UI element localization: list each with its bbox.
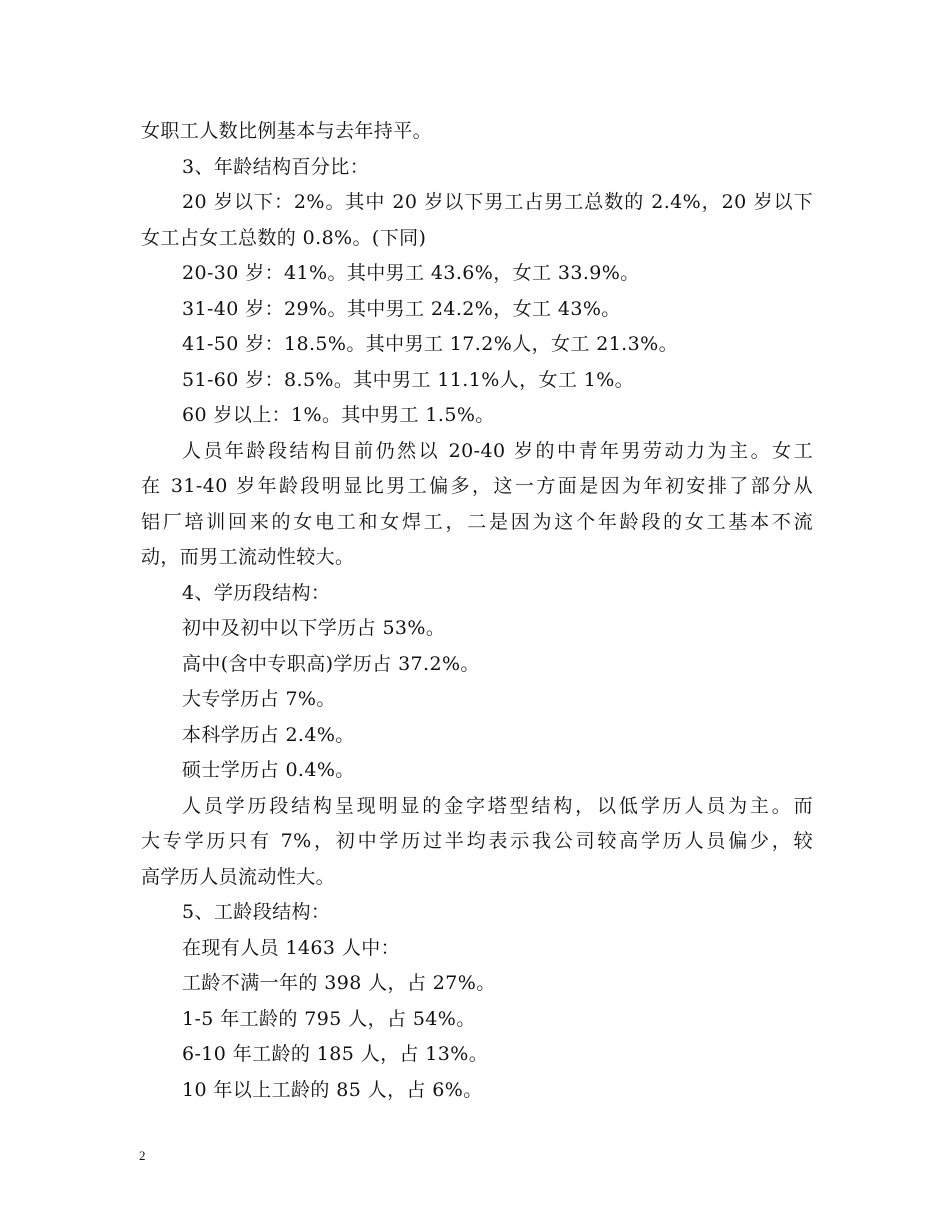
text-line: 6-10 年工龄的 185 人，占 13%。 bbox=[182, 1043, 489, 1065]
text-line: 41-50 岁：18.5%。其中男工 17.2%人，女工 21.3%。 bbox=[182, 333, 678, 355]
text-line: 铝厂培训回来的女电工和女焊工，二是因为这个年龄段的女工基本不流 bbox=[141, 510, 813, 533]
text-line: 工龄不满一年的 398 人，占 27%。 bbox=[182, 972, 496, 994]
text-line: 高学历人员流动性大。 bbox=[141, 865, 336, 888]
text-line: 51-60 岁：8.5%。其中男工 11.1%人，女工 1%。 bbox=[182, 368, 635, 391]
text-line: 31-40 岁：29%。其中男工 24.2%，女工 43%。 bbox=[182, 297, 621, 320]
text-line: 高中(含中专职高)学历占 37.2%。 bbox=[182, 652, 480, 675]
section-heading-seniority: 5、工龄段结构： bbox=[182, 901, 331, 923]
text-line: 本科学历占 2.4%。 bbox=[182, 723, 355, 746]
page-number: 2 bbox=[139, 1148, 146, 1163]
text-line: 女职工人数比例基本与去年持平。 bbox=[141, 120, 433, 142]
text-line: 女工占女工总数的 0.8%。(下同) bbox=[141, 226, 427, 249]
text-line: 20-30 岁：41%。其中男工 43.6%，女工 33.9%。 bbox=[182, 262, 640, 284]
text-line: 人员学历段结构呈现明显的金字塔型结构，以低学历人员为主。而 bbox=[182, 794, 813, 817]
text-line: 动，而男工流动性较大。 bbox=[141, 546, 355, 568]
text-line: 初中及初中以下学历占 53%。 bbox=[182, 617, 446, 639]
text-line: 硕士学历占 0.4%。 bbox=[182, 759, 355, 781]
text-line: 在 31-40 岁年龄段明显比男工偏多，这一方面是因为年初安排了部分从 bbox=[141, 475, 813, 497]
text-line: 人员年龄段结构目前仍然以 20-40 岁的中青年男劳动力为主。女工 bbox=[182, 439, 813, 462]
section-heading-age: 3、年龄结构百分比： bbox=[182, 155, 370, 178]
text-line: 10 年以上工龄的 85 人，占 6%。 bbox=[182, 1078, 483, 1101]
text-line: 1-5 年工龄的 795 人，占 54%。 bbox=[182, 1007, 476, 1030]
text-line: 20 岁以下：2%。其中 20 岁以下男工占男工总数的 2.4%，20 岁以下 bbox=[182, 191, 813, 213]
text-line: 大专学历占 7%。 bbox=[182, 688, 336, 710]
section-heading-education: 4、学历段结构： bbox=[182, 581, 331, 604]
text-line: 大专学历只有 7%，初中学历过半均表示我公司较高学历人员偏少，较 bbox=[141, 830, 813, 852]
text-line: 60 岁以上：1%。其中男工 1.5%。 bbox=[182, 404, 495, 426]
text-line: 在现有人员 1463 人中： bbox=[182, 936, 401, 959]
document-body bbox=[141, 114, 813, 1108]
